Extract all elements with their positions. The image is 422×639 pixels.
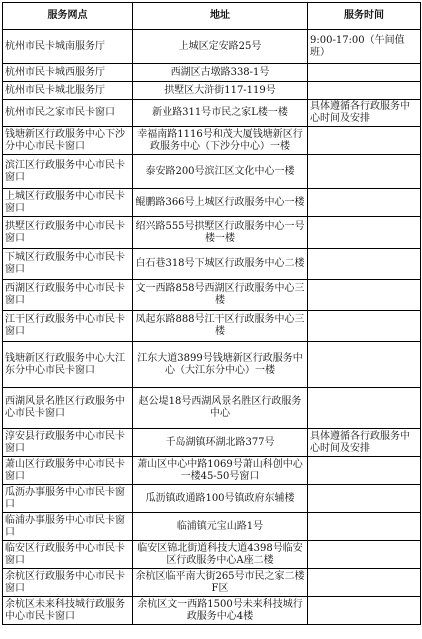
time-cell (308, 127, 421, 155)
table-row (3, 513, 421, 541)
site-cell: 下城区行政服务中心市民卡窗口 (3, 249, 133, 280)
address-cell: 泰安路200号滨江区文化中心一楼 (133, 155, 308, 189)
header-row (3, 3, 421, 30)
time-cell (308, 82, 421, 100)
time-cell (308, 342, 421, 388)
service-points-table (2, 2, 421, 625)
table-row (3, 155, 421, 189)
table-row (3, 217, 421, 249)
address-cell: 西湖区古墩路338-1号 (133, 64, 308, 82)
site-cell: 萧山区行政服务中心市民卡窗口 (3, 457, 133, 485)
address-cell: 赵公堤18号西湖风景名胜区行政服务中心 (133, 388, 308, 429)
table-row (3, 100, 421, 127)
site-cell: 临浦办事服务中心市民卡窗口 (3, 513, 133, 541)
site-cell: 杭州市民卡城南服务厅 (3, 30, 133, 64)
site-cell: 余杭区行政服务中心市民卡窗口 (3, 569, 133, 597)
time-cell (308, 189, 421, 217)
table-row (3, 280, 421, 311)
address-cell: 余杭区文一西路1500号未来科技城行政服务中心4楼 (133, 597, 308, 625)
address-cell: 白石巷318号下城区行政服务中心二楼 (133, 249, 308, 280)
address-cell: 凤起东路888号江干区行政服务中心三楼 (133, 311, 308, 342)
site-cell: 杭州市民卡城西服务厅 (3, 64, 133, 82)
address-cell: 文一西路858号西湖区行政服务中心三楼 (133, 280, 308, 311)
address-cell: 临安区锦北街道科技大道4398号临安区行政服务中心A座二楼 (133, 541, 308, 569)
site-cell: 钱塘新区行政服务中心下沙分中心市民卡窗口 (3, 127, 133, 155)
site-cell: 杭州市民卡城北服务厅 (3, 82, 133, 100)
table-row (3, 485, 421, 513)
site-cell: 上城区行政服务中心市民卡窗口 (3, 189, 133, 217)
address-cell: 幸福南路1116号和茂大厦钱塘新区行政服务中心（下沙分中心）一楼 (133, 127, 308, 155)
address-cell: 拱墅区大浒街117-119号 (133, 82, 308, 100)
time-cell (308, 249, 421, 280)
table-row (3, 388, 421, 429)
table-row (3, 189, 421, 217)
time-cell (308, 280, 421, 311)
table-row (3, 541, 421, 569)
address-cell: 千岛湖镇环湖北路377号 (133, 429, 308, 457)
time-cell (308, 64, 421, 82)
header-time: 服务时间 (308, 3, 421, 30)
site-cell: 滨江区行政服务中心市民卡窗口 (3, 155, 133, 189)
site-cell: 淳安县行政服务中心市民卡窗口 (3, 429, 133, 457)
address-cell: 江东大道3899号钱塘新区行政服务中心（大江东分中心）一楼 (133, 342, 308, 388)
site-cell: 拱墅区行政服务中心市民卡窗口 (3, 217, 133, 249)
site-cell: 杭州市民之家市民卡窗口 (3, 100, 133, 127)
table-row (3, 311, 421, 342)
site-cell: 临安区行政服务中心市民卡窗口 (3, 541, 133, 569)
address-cell: 余杭区临平南大街265号市民之家二楼F区 (133, 569, 308, 597)
table-row (3, 64, 421, 82)
time-cell (308, 388, 421, 429)
time-cell (308, 311, 421, 342)
time-cell (308, 155, 421, 189)
header-address: 地址 (133, 3, 308, 30)
table-row (3, 597, 421, 625)
site-cell: 余杭区未来科技城行政服务中心市民卡窗口 (3, 597, 133, 625)
time-cell (308, 485, 421, 513)
time-cell: 具体遵循各行政服务中心时间及安排 (308, 429, 421, 457)
address-cell: 鲲鹏路366号上城区行政服务中心一楼 (133, 189, 308, 217)
time-cell (308, 597, 421, 625)
time-cell: 9:00-17:00（午间值班） (308, 30, 421, 64)
table-row (3, 82, 421, 100)
table-row (3, 429, 421, 457)
site-cell: 钱塘新区行政服务中心大江东分中心市民卡窗口 (3, 342, 133, 388)
site-cell: 瓜沥办事服务中心市民卡窗口 (3, 485, 133, 513)
address-cell: 绍兴路555号拱墅区行政服务中心一号楼一楼 (133, 217, 308, 249)
time-cell (308, 217, 421, 249)
address-cell: 萧山区中心中路1069号萧山科创中心一楼45-50号窗口 (133, 457, 308, 485)
site-cell: 江干区行政服务中心市民卡窗口 (3, 311, 133, 342)
table-row (3, 457, 421, 485)
table-row (3, 249, 421, 280)
table-row (3, 569, 421, 597)
time-cell: 具体遵循各行政服务中心时间及安排 (308, 100, 421, 127)
table-row (3, 30, 421, 64)
address-cell: 新业路311号市民之家L楼一楼 (133, 100, 308, 127)
address-cell: 临浦镇元宝山路1号 (133, 513, 308, 541)
site-cell: 西湖风景名胜区行政服务中心市民卡窗口 (3, 388, 133, 429)
address-cell: 上城区定安路25号 (133, 30, 308, 64)
table-row (3, 342, 421, 388)
site-cell: 西湖区行政服务中心市民卡窗口 (3, 280, 133, 311)
time-cell (308, 457, 421, 485)
header-site: 服务网点 (3, 3, 133, 30)
time-cell (308, 541, 421, 569)
time-cell (308, 569, 421, 597)
table-row (3, 127, 421, 155)
address-cell: 瓜沥镇政通路100号镇政府东辅楼 (133, 485, 308, 513)
time-cell (308, 513, 421, 541)
